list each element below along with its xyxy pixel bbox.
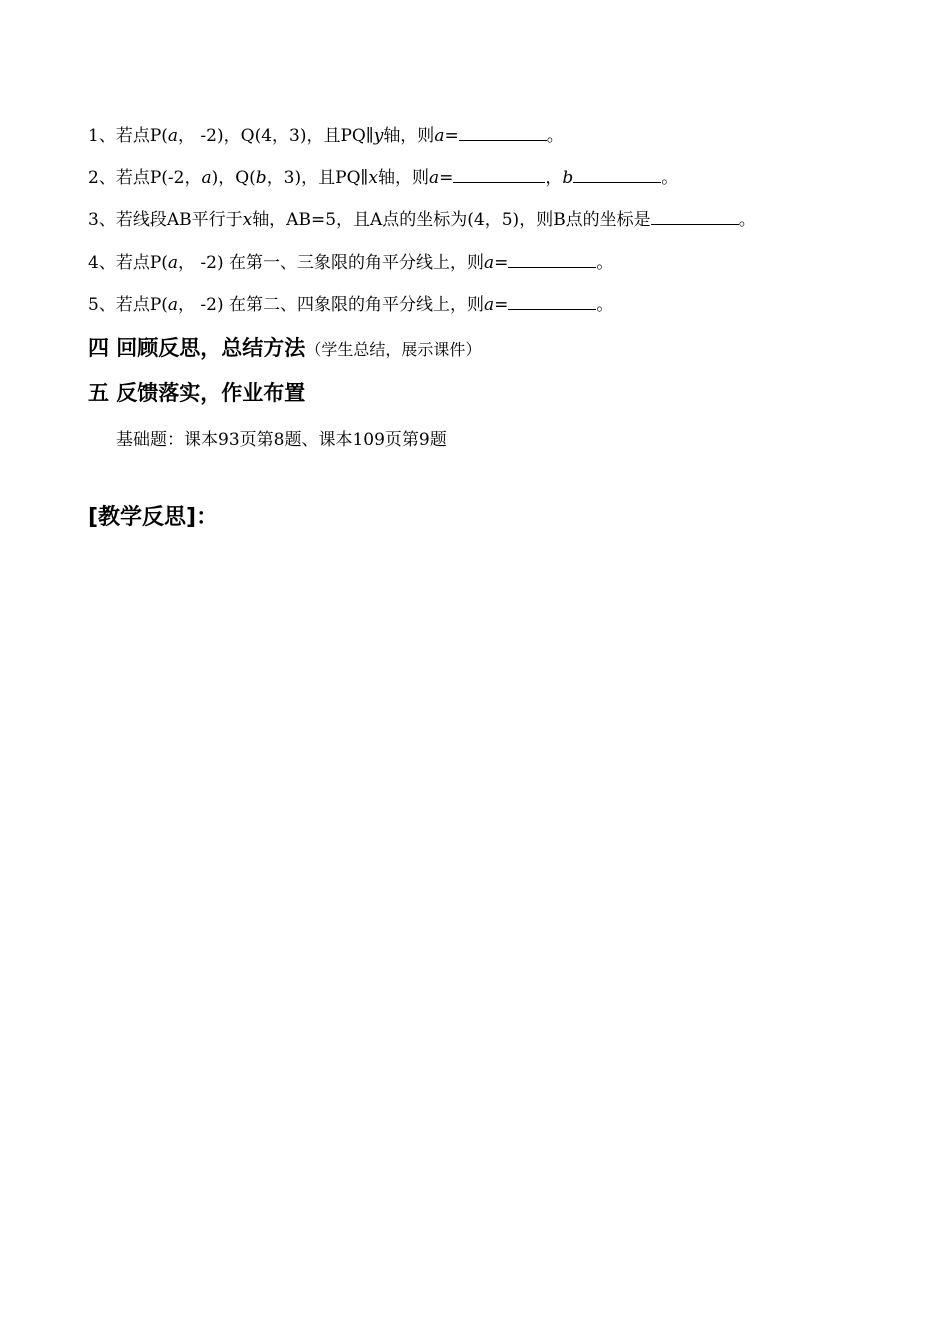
question-2 <box>88 166 678 190</box>
q2-var-b: b <box>255 168 267 188</box>
q5-var-a2: a <box>484 295 495 315</box>
q3-end: 。 <box>738 210 756 230</box>
q2-answer-blank-b[interactable] <box>573 166 661 183</box>
section-5-title: 五 反馈落实，作业布置 <box>88 381 306 405</box>
q2-var-a2: a <box>428 168 440 188</box>
q1-var-a: a <box>167 126 179 146</box>
q2-text-1: 2、若点P(-2， <box>88 168 202 188</box>
q1-var-y: y <box>373 126 384 146</box>
teaching-reflection-heading: [教学反思]： <box>88 505 219 530</box>
question-1 <box>88 124 564 148</box>
q2-var-b2: b <box>562 168 574 188</box>
q3-answer-blank[interactable] <box>651 208 739 225</box>
q2-end: 。 <box>661 168 679 188</box>
q2-equals: = <box>439 168 454 188</box>
section-4-title: 四 回顾反思，总结方法 <box>88 336 306 360</box>
q1-equals: = <box>444 126 459 146</box>
q4-text-2: ， -2) 在第一、三象限的角平分线上，则 <box>178 253 485 273</box>
q2-comma: ， <box>545 168 563 188</box>
q2-var-x: x <box>368 168 378 188</box>
q1-text-2: ， -2)，Q(4，3)，且PQ∥ <box>178 126 374 146</box>
q5-text-1: 5、若点P( <box>88 295 168 315</box>
q4-end: 。 <box>596 253 614 273</box>
q4-text-1: 4、若点P( <box>88 253 168 273</box>
q5-equals: = <box>494 295 509 315</box>
q2-text-4: 轴，则 <box>377 168 429 188</box>
question-4 <box>88 251 613 275</box>
q1-text-1: 1、若点P( <box>88 126 168 146</box>
question-5 <box>88 293 613 317</box>
homework-text: 基础题：课本93页第8题、课本109页第9题 <box>116 430 447 450</box>
question-3 <box>88 208 756 232</box>
q2-answer-blank-a[interactable] <box>453 166 545 183</box>
q3-text-1: 3、若线段AB平行于 <box>88 210 243 230</box>
q2-text-2: )，Q( <box>211 168 256 188</box>
q4-var-a2: a <box>484 253 495 273</box>
q1-var-a2: a <box>434 126 445 146</box>
q1-answer-blank[interactable] <box>459 124 547 141</box>
q5-text-2: ， -2) 在第二、四象限的角平分线上，则 <box>178 295 485 315</box>
q5-var-a: a <box>167 295 179 315</box>
q4-var-a: a <box>167 253 179 273</box>
section-4-note: （学生总结，展示课件） <box>305 340 482 359</box>
q3-text-2: 轴，AB=5，且A点的坐标为(4，5)，则B点的坐标是 <box>252 210 651 230</box>
q5-answer-blank[interactable] <box>508 293 596 310</box>
q1-end: 。 <box>546 126 564 146</box>
q5-end: 。 <box>596 295 614 315</box>
q1-text-3: 轴，则 <box>383 126 435 146</box>
q3-var-x: x <box>242 210 253 230</box>
q2-var-a: a <box>201 168 212 188</box>
section-4-heading <box>88 333 481 365</box>
q2-text-3: ，3)，且PQ∥ <box>266 168 369 188</box>
q4-equals: = <box>494 253 509 273</box>
q4-answer-blank[interactable] <box>508 251 596 268</box>
section-5-heading <box>88 378 305 408</box>
